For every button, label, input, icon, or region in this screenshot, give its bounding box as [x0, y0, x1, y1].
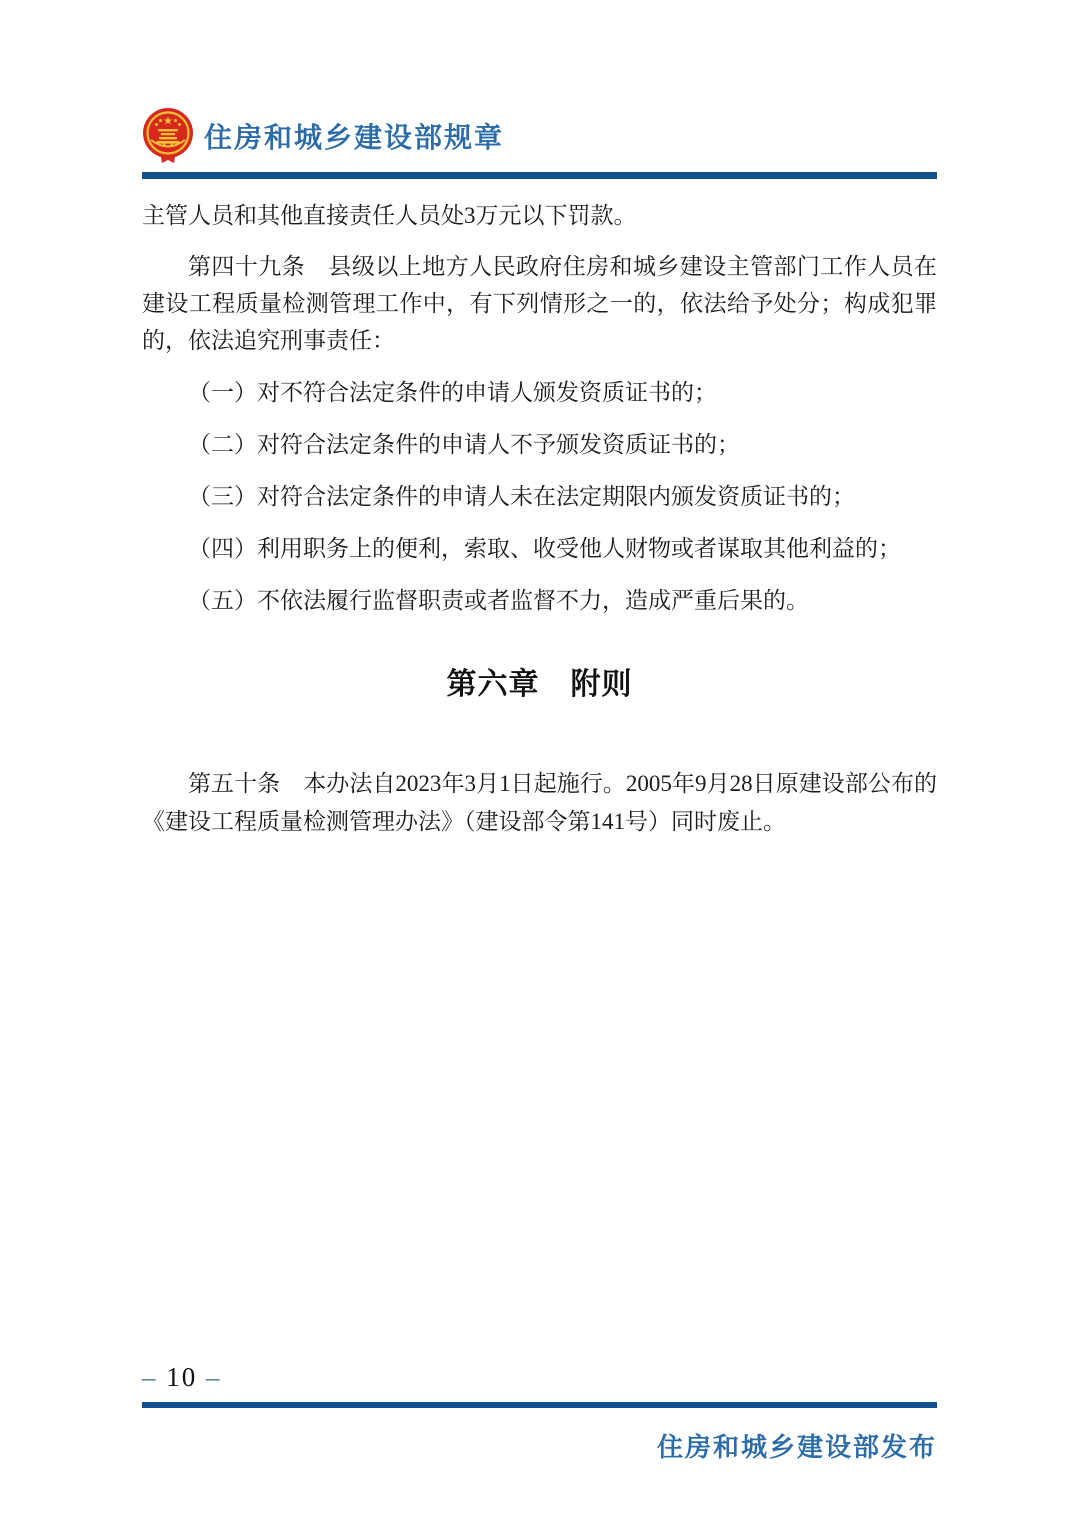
- national-emblem-icon: [142, 107, 194, 165]
- page-number: [142, 1362, 222, 1393]
- header-title: 住房和城乡建设部规章: [204, 123, 505, 154]
- paragraph-intro: 主管人员和其他直接责任人员处3万元以下罚款。: [142, 203, 637, 228]
- page-number-value: 10: [166, 1362, 198, 1392]
- list-item-4: （四）利用职务上的便利，索取、收受他人财物或者谋取其他利益的；: [188, 536, 901, 561]
- header-rule: [142, 172, 937, 179]
- publisher-label: 住房和城乡建设部发布: [656, 1433, 937, 1462]
- chapter-heading: 第六章 附则: [446, 668, 633, 701]
- page-number-dash-left: –: [142, 1362, 158, 1392]
- document-body: [142, 197, 937, 841]
- list-item-5: （五）不依法履行监督职责或者监督不力，造成严重后果的。: [188, 588, 809, 613]
- list-item-2: （二）对符合法定条件的申请人不予颁发资质证书的；: [188, 432, 740, 457]
- paragraph-article-49: 第四十九条 县级以上地方人民政府住房和城乡建设主管部门工作人员在建设工程质量检测管理工作中，有下列情形之一的，依法给予处分；构成犯罪的，依法追究刑事责任：: [142, 254, 937, 353]
- footer-rule: [142, 1402, 937, 1408]
- content-column: [142, 0, 937, 841]
- paragraph-article-50: 第五十条 本办法自2023年3月1日起施行。2005年9月28日原建设部公布的《建设工程质量检测管理办法》（建设部令第141号）同时废止。: [142, 771, 938, 834]
- list-item-1: （一）对不符合法定条件的申请人颁发资质证书的；: [188, 380, 717, 405]
- page-header: [142, 0, 937, 164]
- list-item-3: （三）对符合法定条件的申请人未在法定期限内颁发资质证书的；: [188, 484, 855, 509]
- page-number-dash-right: –: [206, 1362, 222, 1392]
